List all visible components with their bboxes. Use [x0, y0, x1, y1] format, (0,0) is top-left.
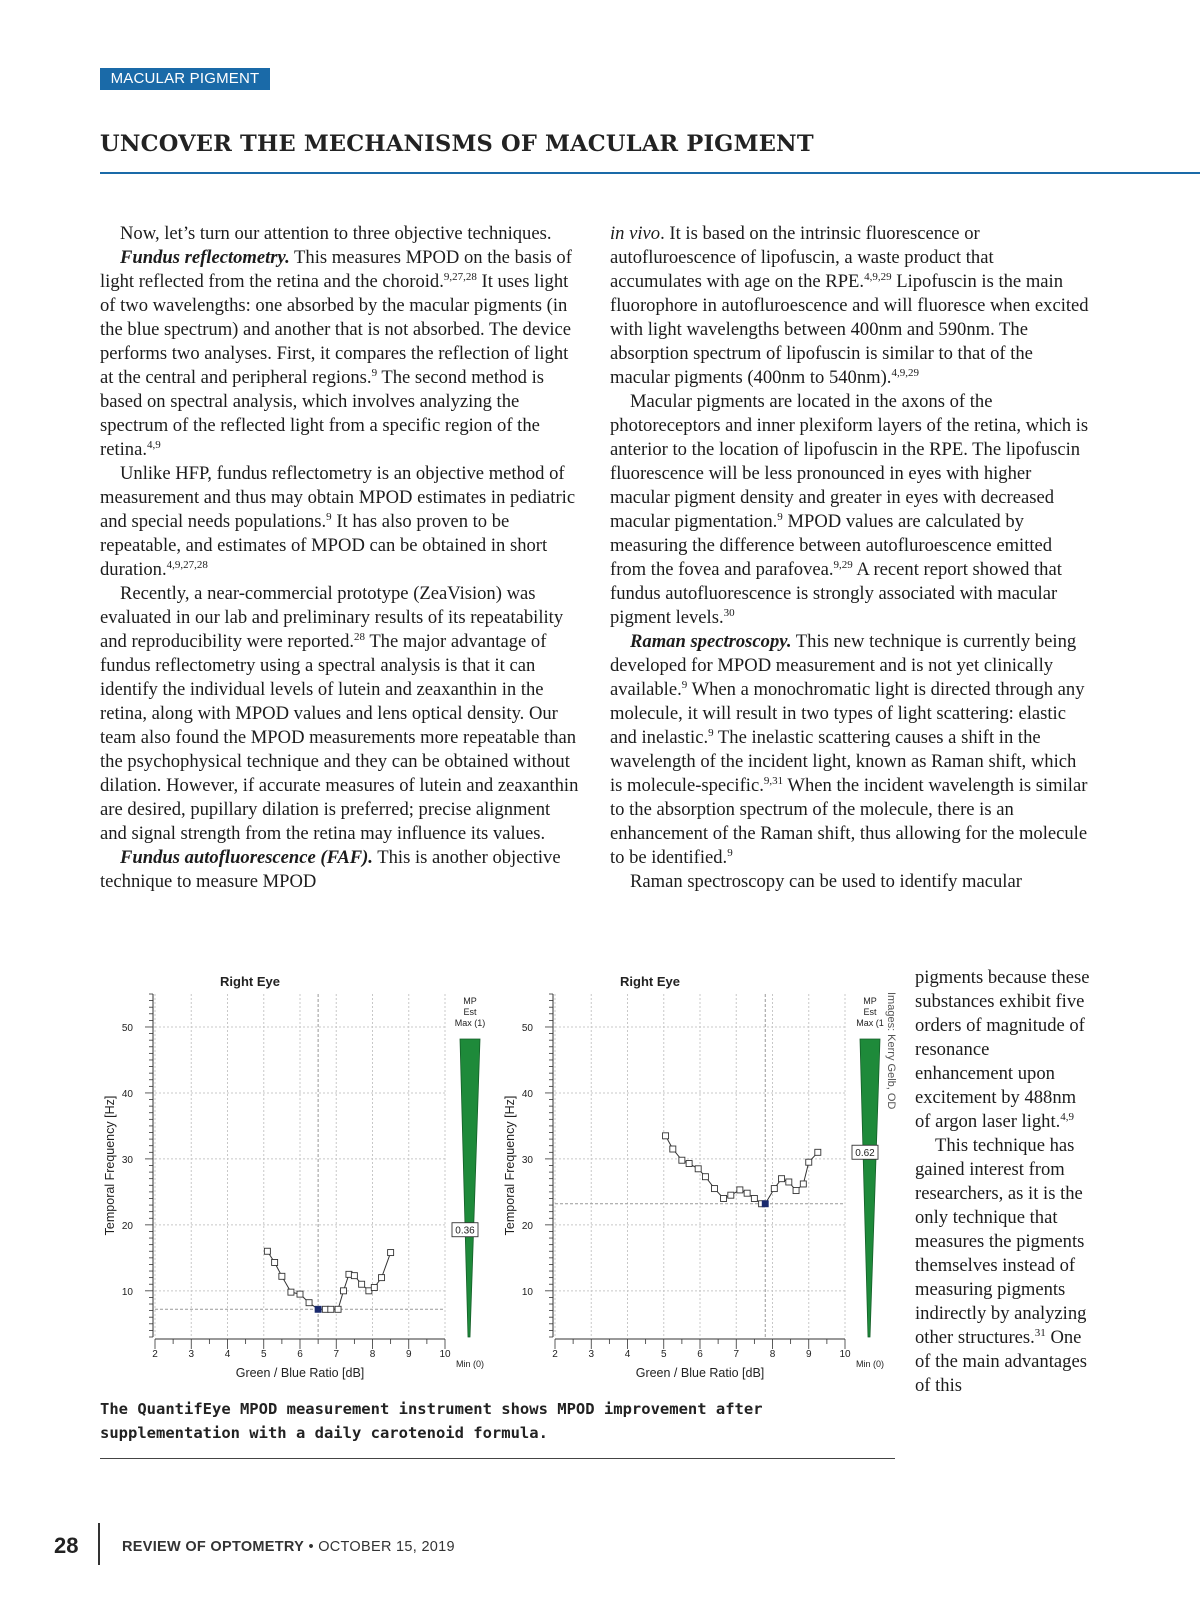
paragraph-zeavision: Recently, a near-commercial prototype (ZeaVision) was evaluated in our lab and preliminary results of its repeatability and reproducibility were reported.$^{28}$ The major advantage of fundus reflectometry using a spectral analysis is that it can identify the individual levels of lutein and zeaxanthin in the retina, along with MPOD values and lens optical density. Our team also found the MPOD measurements more repeatable than the psychophysical technique and they can be obtained without dilation. However, if accurate measures of lutein and zeaxanthin are desired, pupillary dilation is preferred; precise alignment and signal strength from the retina may influence its values. — [100, 583, 579, 844]
y-tick-label: 10 — [521, 1286, 533, 1298]
x-tick-label: 6 — [697, 1349, 703, 1360]
x-tick-label: 3 — [188, 1349, 195, 1360]
headline-rule — [100, 172, 1200, 174]
mp-title: MP — [463, 996, 477, 1006]
data-point — [751, 1195, 757, 1201]
minimum-point — [762, 1201, 768, 1207]
x-tick-label: 4 — [224, 1349, 231, 1360]
paragraph-fundus-reflectometry: Fundus reflectometry. This measures MPOD on the basis of light reflected from the retina and the choroid.$^{9,27,28}$ It uses light of two wavelengths: one absorbed by the macular pigments (in the blue spectrum) and another that is not absorbed. The device performs two analyses. First, it compares the reflection of light at the central and peripheral regions.$^9$ The second method is based on spectral analysis, which involves analyzing the spectrum of the reflected light from a specific region of the retina.$^{4,9}$ — [100, 247, 572, 460]
y-axis-label: Temporal Frequency [Hz] — [103, 1095, 117, 1236]
y-tick-label: 40 — [121, 1088, 133, 1100]
data-point — [328, 1306, 334, 1312]
minimum-point — [315, 1306, 321, 1312]
mp-title: Est — [463, 1007, 477, 1017]
footer-publication: REVIEW OF OPTOMETRY • OCTOBER 15, 2019 — [122, 1539, 455, 1555]
mp-max-label: Max (1) — [454, 1018, 486, 1028]
mp-title: MP — [863, 996, 877, 1006]
data-point — [793, 1188, 799, 1194]
column-wrap — [915, 966, 1090, 1398]
mp-gauge-wedge — [460, 1039, 480, 1337]
x-tick-label: 6 — [297, 1349, 303, 1360]
x-tick-label: 9 — [405, 1349, 412, 1360]
data-point — [335, 1306, 341, 1312]
x-tick-label: 5 — [260, 1349, 267, 1360]
mp-max-label: Max (1 — [856, 1018, 884, 1028]
data-point — [297, 1291, 303, 1297]
section-tag: MACULAR PIGMENT — [100, 68, 270, 90]
data-point — [679, 1157, 685, 1163]
data-point — [695, 1166, 701, 1172]
mp-gauge-wedge — [860, 1039, 880, 1337]
mp-min-label: Min (0) — [455, 1359, 485, 1369]
column-right — [610, 222, 1090, 894]
paragraph-raman: Raman spectroscopy. This new technique is currently being developed for MPOD measurement and is not yet clinically available.$^9$ When a monochromatic light is directed through any molecule, it will result in two types of light scattering: elastic and inelastic.$^9$ The inelastic scattering causes a shift in the wavelength of the incident light, known as Raman shift, which is molecule-specific.$^{9,31}$ When the incident wavelength is similar to the absorption spectrum of the molecule, there is an enhancement of the Raman shift, thus allowing for the molecule to be identified.$^9$ — [610, 631, 1088, 868]
data-point — [272, 1259, 278, 1265]
x-tick-label: 4 — [624, 1349, 631, 1360]
y-tick-label: 50 — [121, 1022, 133, 1034]
x-tick-label: 7 — [333, 1349, 340, 1360]
data-point — [379, 1275, 385, 1281]
page-number: 28 — [54, 1533, 79, 1558]
figure-caption: The QuantifEye MPOD measurement instrument shows MPOD improvement after supplementation with a daily carotenoid formula. — [100, 1400, 763, 1442]
paragraph-intro: Now, let’s turn our attention to three objective techniques. — [120, 223, 552, 244]
y-tick-label: 20 — [521, 1220, 533, 1232]
data-point — [264, 1248, 270, 1254]
paragraph-faf-cont: in vivo. It is based on the intrinsic fluorescence or autofluroescence of lipofuscin, a waste product that accumulates with age on the RPE.$^{4,9,29}$ Lipofuscin is the main fluorophore in autofluroescence and will fluoresce when excited with light wavelengths between 400nm and 590nm. The absorption spectrum of lipofuscin is similar to that of the macular pigments (400nm to 540nm).$^{4,9,29}$ — [610, 223, 1089, 388]
data-point — [712, 1186, 718, 1192]
y-tick-label: 40 — [521, 1088, 533, 1100]
data-point — [721, 1195, 727, 1201]
data-point — [737, 1187, 743, 1193]
x-tick-label: 8 — [769, 1349, 776, 1360]
data-point — [388, 1250, 394, 1256]
x-tick-label: 2 — [152, 1349, 158, 1360]
data-point — [771, 1186, 777, 1192]
column-left — [100, 222, 580, 894]
mp-value-label: 0.36 — [455, 1225, 475, 1237]
data-point — [341, 1288, 347, 1294]
x-tick-label: 5 — [660, 1349, 667, 1360]
paragraph-axons: Macular pigments are located in the axons of the photoreceptors and inner plexiform layers of the retina, which is anterior to the location of lipofuscin in the RPE. The lipofuscin fluorescence will be less pronounced in eyes with higher macular pigment density and greater in eyes with decreased macular pigmentation.$^9$ MPOD values are calculated by measuring the difference between autofluroescence emitted from the fovea and parafovea.$^{9,29}$ A recent report showed that fundus autofluorescence is strongly associated with macular pigment levels.$^{30}$ — [610, 391, 1089, 628]
data-point — [279, 1273, 285, 1279]
data-point — [686, 1161, 692, 1167]
mpod-chart-after — [500, 974, 900, 1392]
y-tick-label: 50 — [521, 1022, 533, 1034]
mpod-chart-before — [100, 974, 500, 1392]
x-tick-label: 9 — [805, 1349, 812, 1360]
footer-rule — [98, 1523, 100, 1565]
data-point — [371, 1285, 377, 1291]
data-point — [779, 1176, 785, 1182]
data-point — [670, 1146, 676, 1152]
chart-title: Right Eye — [620, 974, 680, 989]
chart-title: Right Eye — [220, 974, 280, 989]
data-point — [728, 1192, 734, 1198]
x-tick-label: 3 — [588, 1349, 595, 1360]
data-point — [288, 1289, 294, 1295]
paragraph-faf-start: Fundus autofluorescence (FAF). This is another objective technique to measure MPOD — [100, 847, 561, 892]
data-point — [806, 1159, 812, 1165]
data-point — [786, 1179, 792, 1185]
y-tick-label: 30 — [121, 1154, 133, 1166]
paragraph-technique: This technique has gained interest from researchers, as it is the only technique that measures the pigments themselves instead of measuring pigments indirectly by analyzing other structures.$^{31}$ One of the main advantages of this — [915, 1135, 1087, 1396]
mp-title: Est — [863, 1007, 877, 1017]
paragraph-raman-use-line: Raman spectroscopy can be used to identify macular — [630, 871, 1022, 892]
mp-min-label: Min (0) — [855, 1359, 885, 1369]
data-point — [306, 1300, 312, 1306]
data-point — [744, 1190, 750, 1196]
caption-rule — [100, 1458, 895, 1459]
mp-value-label: 0.62 — [855, 1148, 875, 1160]
x-axis-label: Green / Blue Ratio [dB] — [635, 1366, 765, 1380]
data-point — [702, 1174, 708, 1180]
data-point — [800, 1181, 806, 1187]
x-tick-label: 2 — [552, 1349, 558, 1360]
y-tick-label: 30 — [521, 1154, 533, 1166]
image-credit: Images: Kerry Gelb, OD — [885, 992, 897, 1110]
x-tick-label: 10 — [839, 1349, 851, 1360]
paragraph-raman-use: pigments because these substances exhibit five orders of magnitude of resonance enhancement upon excitement by 488nm of argon laser light.$^{4,9}$ — [915, 967, 1090, 1132]
y-tick-label: 20 — [121, 1220, 133, 1232]
y-tick-label: 10 — [121, 1286, 133, 1298]
paragraph-unlike-hfp: Unlike HFP, fundus reflectometry is an objective method of measurement and thus may obtain MPOD estimates in pediatric and special needs populations.$^9$ It has also proven to be repeatable, and estimates of MPOD can be obtained in short duration.$^{4,9,27,28}$ — [100, 463, 576, 580]
data-point — [815, 1149, 821, 1155]
data-point — [351, 1273, 357, 1279]
y-axis-label: Temporal Frequency [Hz] — [503, 1095, 517, 1236]
data-point — [663, 1133, 669, 1139]
x-tick-label: 8 — [369, 1349, 376, 1360]
data-point — [359, 1281, 365, 1287]
x-tick-label: 10 — [439, 1349, 451, 1360]
x-axis-label: Green / Blue Ratio [dB] — [235, 1366, 365, 1380]
x-tick-label: 7 — [733, 1349, 740, 1360]
article-headline: UNCOVER THE MECHANISMS OF MACULAR PIGMENT — [100, 131, 814, 157]
